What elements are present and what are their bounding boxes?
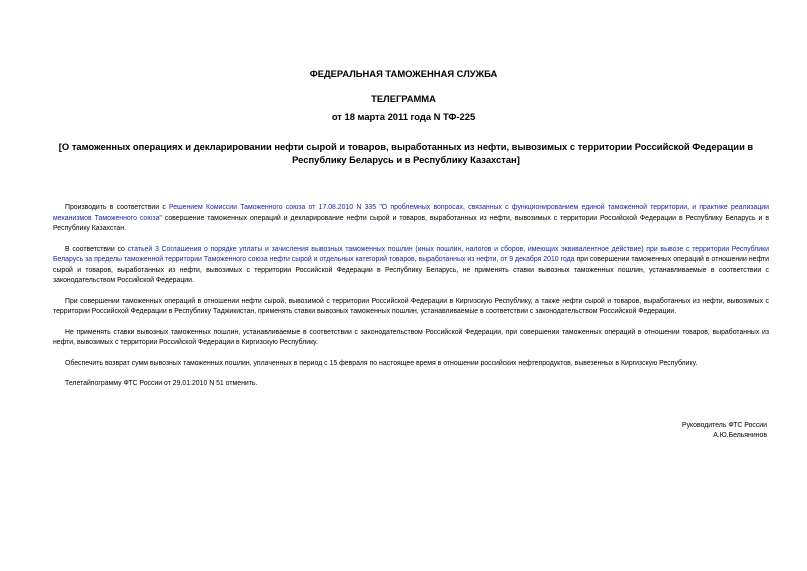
paragraph-3: При совершении таможенных операций в отношении нефти сырой, вывозимой с территории Российской Федерации в Киргизскую Республику, а также нефти сырой и товаров, выработанных из нефти, вывозимых с территории Российской Федерации в Республику Таджикистан, применять ставки вывозных таможенных пошлин, устанавливаемые в соответствии с законодательством Российской Федерации. <box>53 297 769 316</box>
agreement-article-link[interactable]: статьей 3 Соглашения о порядке уплаты и зачисления вывозных таможенных пошлин (иных пошлин, налогов и сборов, имеющих эквивалентное действие) при вывозе с территории Республики Беларусь за пределы таможенной территории Таможенного союза нефти сырой и отдельных категорий товаров, выработанных из нефти, от 9 декабря 2010 года <box>53 245 769 264</box>
document-subject: [О таможенных операциях и декларировании нефти сырой и товаров, выработанных из нефти, вывозимых с территории Российской Федерации в Республику Беларусь и в Республику Казахстан] <box>58 141 754 165</box>
paragraph-1-lead: Производить в соответствии с <box>65 204 170 211</box>
paragraph-4: Не применять ставки вывозных таможенных пошлин, устанавливаемые в соответствии с законодательством Российской Федерации, при совершении таможенных операций в отношении товаров, выработанных из нефти, вывозимых с территории Российской Федерации в Киргизскую Республику. <box>53 328 769 347</box>
paragraph-6: Телетайпограмму ФТС России от 29.01.2010 N 51 отменить. <box>65 380 258 388</box>
document-date-number: от 18 марта 2011 года N ТФ-225 <box>331 111 476 122</box>
agency-title: ФЕДЕРАЛЬНАЯ ТАМОЖЕННАЯ СЛУЖБА <box>309 68 498 79</box>
paragraph-5: Обеспечить возврат сумм вывозных таможенных пошлин, уплаченных в период с 15 февраля по настоящее время в отношении российских нефтепродуктов, вывезенных в Киргизскую Республику. <box>65 359 698 367</box>
paragraph-2 <box>53 245 769 287</box>
paragraph-2-lead: В соответствии со <box>65 245 128 253</box>
document-body <box>53 203 769 400</box>
document-type: ТЕЛЕГРАММА <box>371 93 436 104</box>
signatory-position: Руководитель ФТС России <box>682 422 767 429</box>
paragraph-2-rest: при совершении таможенных операций в отношении нефти сырой и товаров, выработанных из нефти, вывозимых с территории Российской Федерации в Республику Беларусь, не применять ставки вывозных таможенных пошлин, устанавливаемые в соответствии с законодательством Российской Федерации. <box>53 256 769 285</box>
commission-decision-link[interactable]: Решением Комиссии Таможенного союза от 17.08.2010 N 335 "О проблемных вопросах, связанных с функционированием единой таможенной территории, и практике реализации механизмов Таможенного союза" <box>53 204 769 222</box>
signatory-name: А.Ю.Бельянинов <box>713 432 767 439</box>
paragraph-1 <box>53 203 769 235</box>
paragraph-1-rest: совершение таможенных операций и декларирование нефти сырой и товаров, выработанных из нефти, вывозимых с территории Российской Федерации в Республику Беларусь и в Республику Казахстан. <box>53 214 769 233</box>
